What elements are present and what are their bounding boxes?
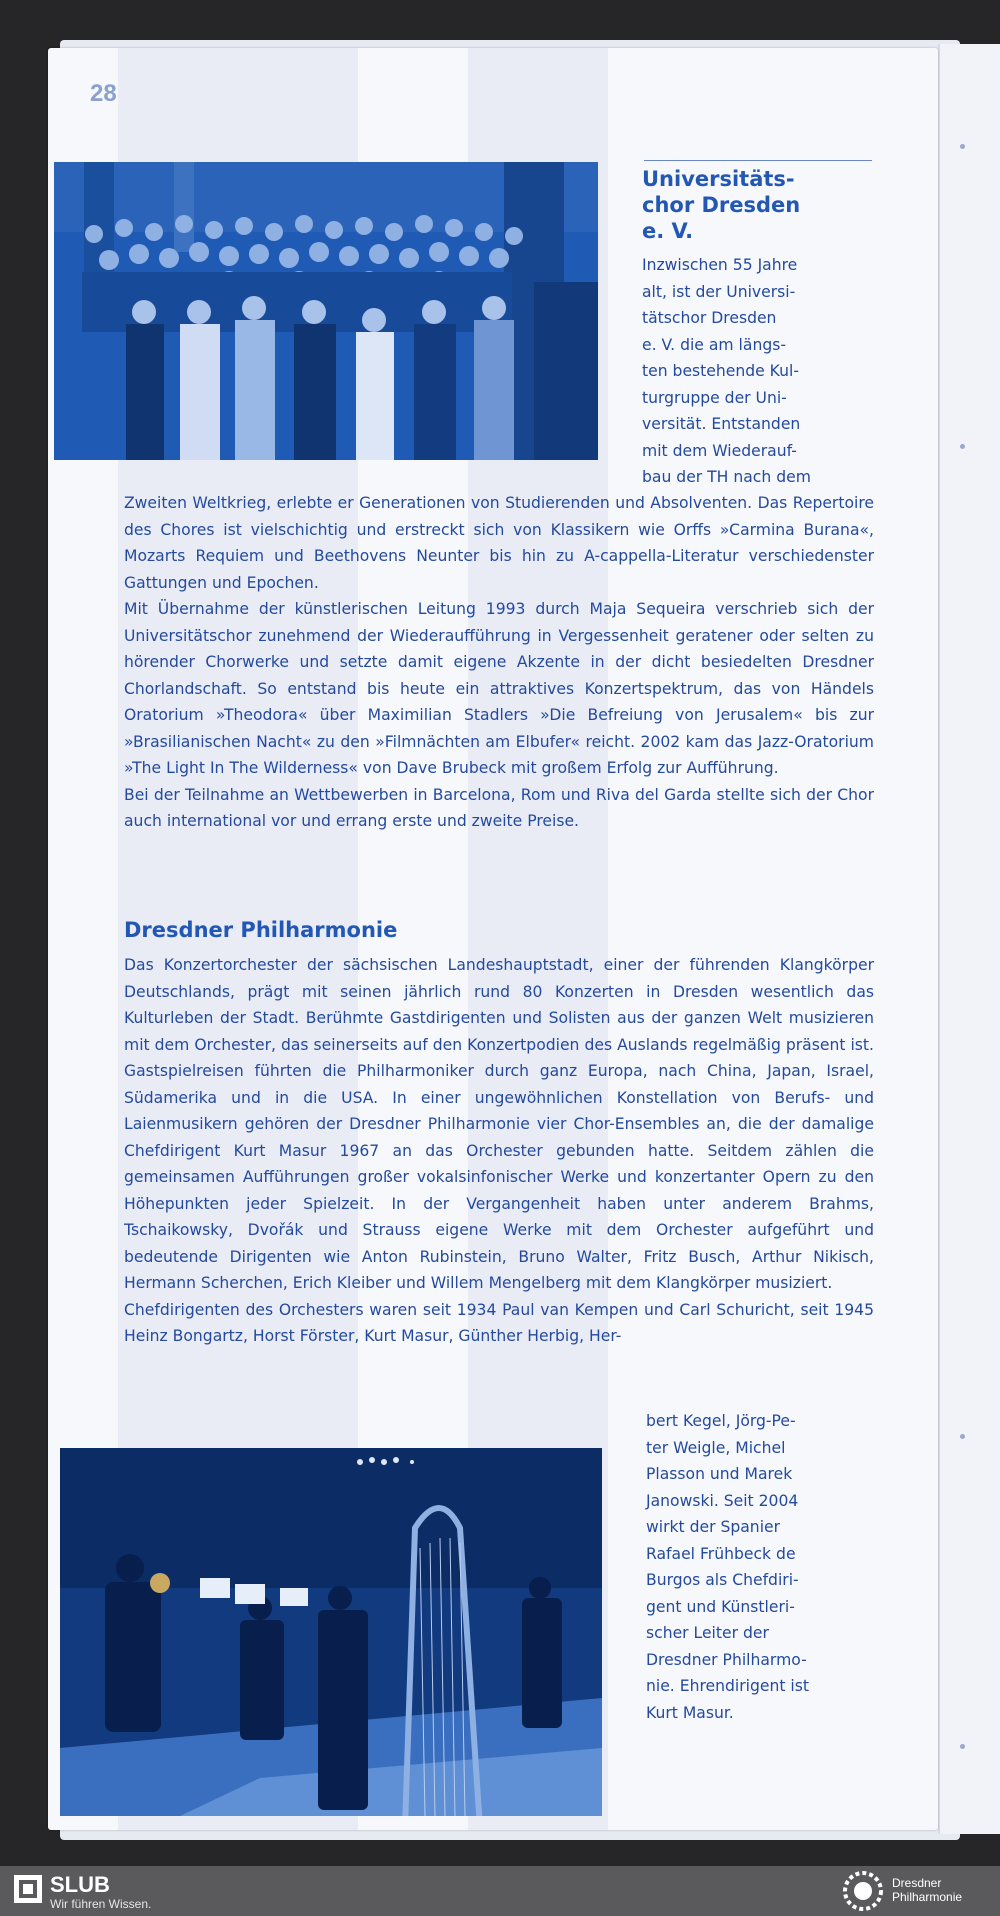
brand-line: Dresdner [892, 1876, 942, 1890]
viewer-footer [0, 1866, 1000, 1916]
text-line: mit dem Wiederauf- [642, 441, 797, 460]
paragraph: Chefdirigenten des Orchesters waren seit 1934 Paul van Kempen und Carl Schuricht, seit 1945 Heinz Bongartz, Horst Förster, Kurt Masur, Günther Herbig, Her- [124, 1300, 874, 1345]
philharmonie-text-narrow-column [646, 1408, 874, 1726]
philharmonie-text-full-column [124, 952, 874, 1350]
text-line: Plasson und Marek [646, 1465, 793, 1483]
text-line: bert Kegel, Jörg-Pe- [646, 1412, 796, 1430]
heading-line: chor Dresden [642, 193, 801, 217]
page-number: 28 [90, 80, 117, 107]
text-line: tätschor Dresden [642, 309, 777, 327]
facing-page-edge [938, 44, 1000, 1834]
staple-mark [960, 144, 965, 149]
slub-logo-icon[interactable] [14, 1875, 42, 1903]
choir-photo-image [54, 162, 598, 460]
paragraph: Das Konzertorchester der sächsischen Landeshauptstadt, einer der führenden Klangkörper Deutschlands, prägt mit seinen jährlich rund 80 Konzerten in Dresden wesentlich das Kulturleben der Stadt. Berühmte Gastdirigenten und Solisten aus der ganzen Welt musizieren mit dem Orchester, das seinerseits auf den Konzertpodien des Auslands regelmäßig präsent ist. Gastspielreisen führten die Philharmoniker durch ganz Europa, nach China, Japan, Israel, Südamerika und in die USA. In einer ungewöhnlichen Konstellation von Berufs- und Laienmusikern gehören der Dresdner Philharmonie vier Chor-Ensembles an, die der damalige Chefdirigent Kurt Masur 1967 an das Orchester gebunden hatte. Seitdem zählen die gemeinsamen Aufführungen großer vokalsinfonischer Werke und konzertanter Opern zu den Höhepunkten jeder Spielzeit. In der Vergangenheit haben unter anderem Brahms, Tschaikowsky, Dvořák und Strauss eigene Werke mit dem Orchester aufgeführt und bedeutende Dirigenten wie Anton Rubinstein, Bruno Walter, Fritz Busch, Arthur Nikisch, Hermann Scherchen, Erich Kleiber und Willem Mengelberg mit dem Klangkörper musiziert. [124, 956, 874, 1292]
text-line: ten bestehende Kul- [642, 362, 799, 380]
text-line: Janowski. Seit 2004 [646, 1491, 799, 1510]
text-line: scher Leiter der [646, 1624, 769, 1642]
text-line: Rafael Frühbeck de [646, 1544, 796, 1563]
section-heading-philharmonie: Dresdner Philharmonie [124, 918, 398, 942]
text-line: gent und Künstleri- [646, 1597, 795, 1616]
text-line: Inzwischen 55 Jahre [642, 256, 798, 274]
heading-line: e. V. [642, 219, 694, 243]
choir-text-narrow-column [642, 252, 874, 491]
text-line: Burgos als Chefdiri- [646, 1571, 799, 1589]
staple-mark [960, 1744, 965, 1749]
text-line: e. V. die am längs- [642, 335, 786, 354]
dresdner-philharmonie-logo-icon[interactable] [842, 1870, 884, 1912]
heading-rule [644, 160, 872, 161]
paragraph: Mit Übernahme der künstlerischen Leitung 1993 durch Maja Sequeira verschrieb sich der Universitätschor zunehmend der Wiederaufführung in Vergessenheit geratener oder selten zu hörender Chorwerke und setzte damit eigene Akzente in der dicht besiedelten Dresdner Chorlandschaft. So entstand bis heute ein attraktives Konzertspektrum, das von Händels Oratorium »Theodora« über Maximilian Stadlers »Die Befreiung von Jerusalem« bis zur »Brasilianischen Nacht« zu den »Filmnächten am Elbufer« reicht. 2002 kam das Jazz-Oratorium »The Light In The Wilderness« von Dave Brubeck mit großem Erfolg zur Aufführung. [124, 600, 874, 777]
text-line: ter Weigle, Michel [646, 1438, 786, 1457]
text-line: turgruppe der Uni- [642, 388, 787, 407]
slub-brand[interactable]: SLUB [50, 1872, 110, 1897]
brochure-page [48, 48, 938, 1830]
orchestra-photo [60, 1448, 602, 1816]
choir-text-full-column [124, 490, 874, 835]
text-line: versität. Entstanden [642, 415, 801, 433]
dresdner-philharmonie-brand[interactable] [892, 1876, 962, 1904]
paragraph: Bei der Teilnahme an Wettbewerben in Barcelona, Rom und Riva del Garda stellte sich der Chor auch international vor und errang erste und zweite Preise. [124, 785, 874, 830]
staple-mark [960, 1434, 965, 1439]
staple-mark [960, 444, 965, 449]
orchestra-photo-image [60, 1448, 602, 1816]
slub-tagline: Wir führen Wissen. [50, 1897, 152, 1911]
text-line: alt, ist der Universi- [642, 282, 796, 301]
text-line: nie. Ehrendirigent ist [646, 1677, 809, 1695]
brand-line: Philharmonie [892, 1890, 963, 1904]
text-line: Kurt Masur. [646, 1703, 734, 1722]
section-heading-universitaetschor [642, 166, 862, 244]
heading-line: Universitäts- [642, 167, 795, 191]
text-line: bau der TH nach dem [642, 468, 811, 486]
choir-photo [54, 162, 598, 460]
paragraph: Zweiten Weltkrieg, erlebte er Generationen von Studierenden und Absolventen. Das Repertoire des Chores ist vielschichtig und erstreckt sich von Klassikern wie Orffs »Carmina Burana«, Mozarts Requiem und Beethovens Neunter bis hin zu A-cappella-Literatur verschiedenster Gattungen und Epochen. [124, 494, 874, 592]
text-line: wirkt der Spanier [646, 1518, 781, 1536]
text-line: Dresdner Philharmo- [646, 1650, 807, 1669]
